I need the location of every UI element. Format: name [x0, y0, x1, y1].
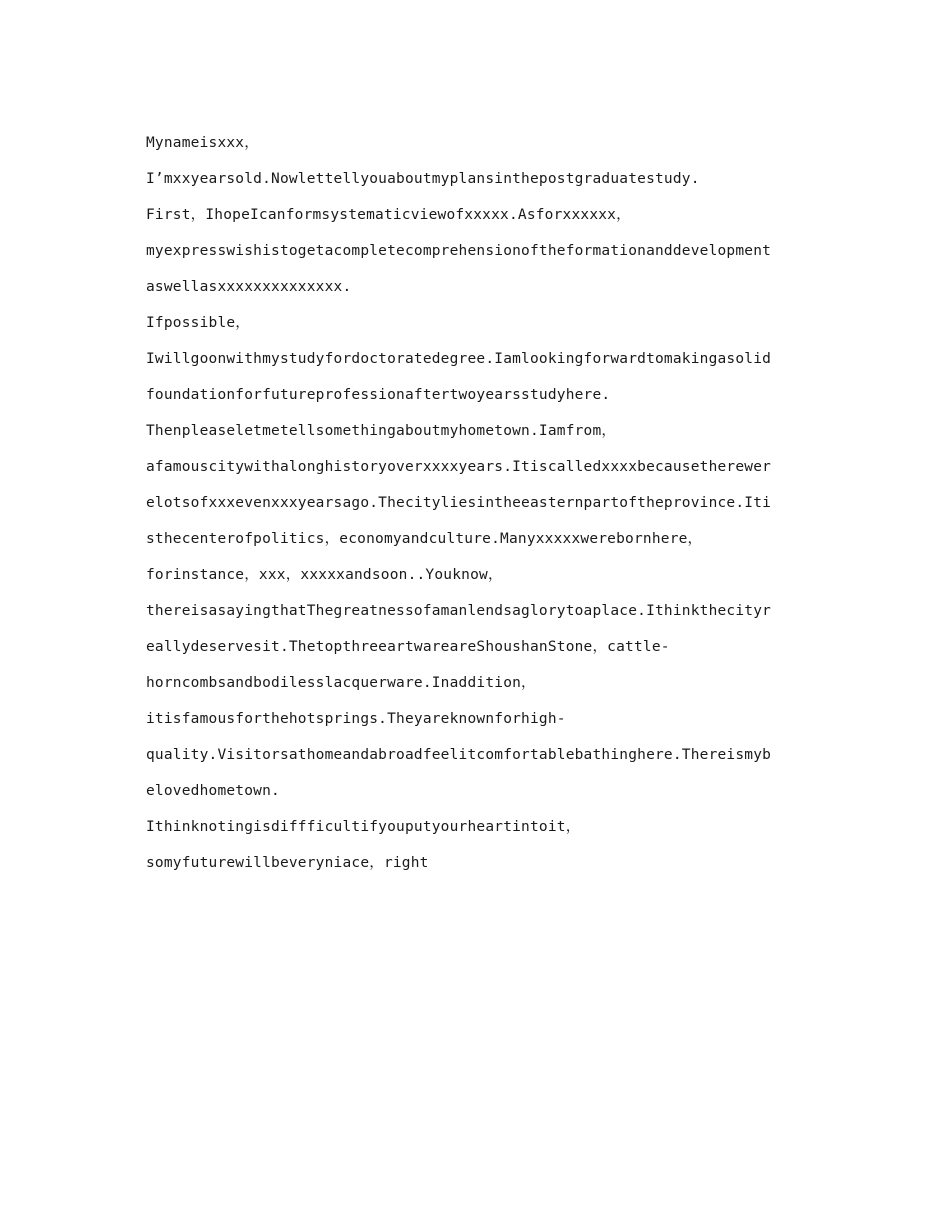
body-text	[146, 132, 806, 888]
text-line: eallydeservesit.ThetopthreeartwareareShoushanStone，cattle-	[146, 639, 670, 655]
text-line: I’mxxyearsold.Nowlettellyouaboutmyplansinthepostgraduatestudy.	[146, 171, 700, 187]
text-line: elovedhometown.	[146, 783, 280, 799]
text-line: First，IhopeIcanformsystematicviewofxxxxx.Asforxxxxxx，	[146, 207, 631, 223]
text-line: elotsofxxxevenxxxyearsago.Thecityliesintheeasternpartoftheprovince.Iti	[146, 495, 772, 511]
text-line: foundationforfutureprofessionaftertwoyearsstudyhere.	[146, 387, 611, 403]
text-line: Ithinknotingisdiffficultifyouputyourheartintoit，	[146, 819, 581, 835]
text-line: sthecenterofpolitics，economyandculture.Manyxxxxxwerebornhere，	[146, 531, 703, 547]
text-line: Iwillgoonwithmystudyfordoctoratedegree.Iamlookingforwardtomakingasolid	[146, 351, 772, 367]
text-line: somyfuturewillbeveryniace，right	[146, 855, 429, 871]
text-line: itisfamousforthehotsprings.Theyareknownforhigh-	[146, 711, 566, 727]
text-line: Thenpleaseletmetellsomethingaboutmyhometown.Iamfrom，	[146, 423, 617, 439]
text-line: horncombsandbodilesslacquerware.Inaddition，	[146, 675, 536, 691]
text-line: thereisasayingthatThegreatnessofamanlendsaglorytoaplace.Ithinkthecityr	[146, 603, 772, 619]
text-line: Ifpossible，	[146, 315, 250, 331]
text-line: myexpresswishistogetacompletecomprehensionoftheformationanddevelopment	[146, 243, 772, 259]
text-line: Mynameisxxx，	[146, 135, 259, 151]
text-line: quality.Visitorsathomeandabroadfeelitcomfortablebathinghere.Thereismyb	[146, 747, 772, 763]
text-line: forinstance，xxx，xxxxxandsoon..Youknow，	[146, 567, 503, 583]
text-line: afamouscitywithalonghistoryoverxxxxyears.Itiscalledxxxxbecausetherewer	[146, 459, 772, 475]
text-line: aswellasxxxxxxxxxxxxxx.	[146, 279, 352, 295]
